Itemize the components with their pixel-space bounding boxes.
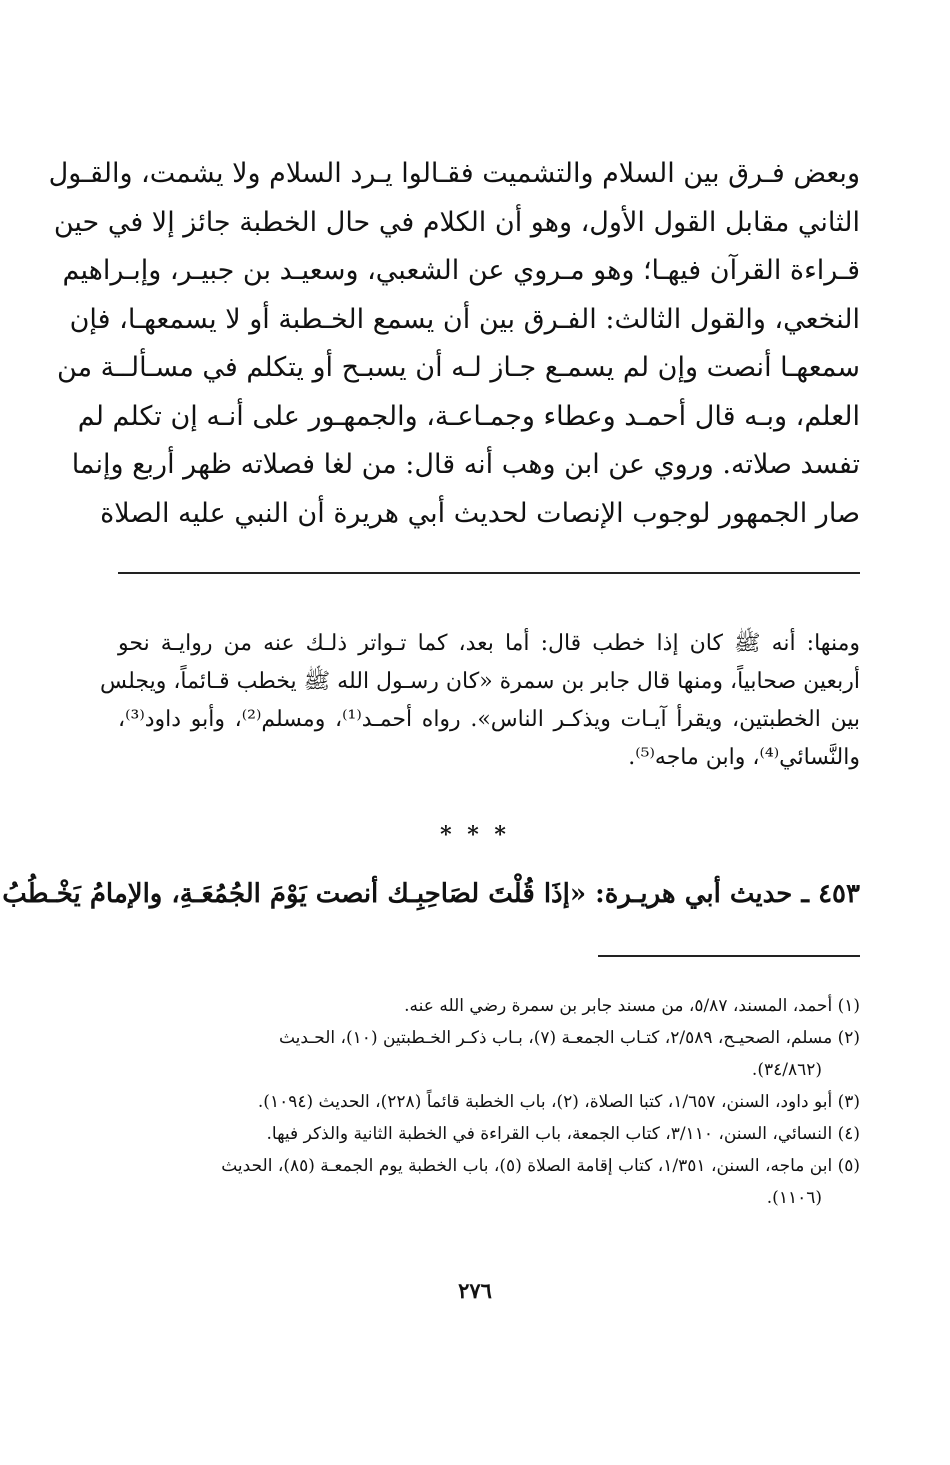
main-text-line: الثاني مقابل القول الأول، وهو أن الكلام في حال الخطبة جائز إلا في حين (53, 206, 860, 238)
commentary-block (100, 625, 861, 777)
main-text-line: صار الجمهور لوجوب الإنصات لحديث أبي هريرة أن النبي عليه الصلاة (100, 497, 860, 529)
section-separator: * * * (440, 822, 510, 848)
main-text-line: تفسد صلاته. وروي عن ابن وهب أنه قال: من لغا فصلاته ظهر أربع وإنما (71, 449, 860, 480)
hadith-heading: ٤٥٣ ـ حديث أبي هريـرة: «إذَا قُلْتَ لصَاحِبِـك أنصت يَوْمَ الجُمُعَـةِ، والإمامُ يَخْـطُبُ (2, 879, 860, 909)
footnote-continuation: (١١٠٦). (766, 1188, 822, 1208)
footnote (118, 1022, 860, 1086)
main-text-line: النخعي، والقول الثالث: الفـرق بين أن يسمع الخـطبة أو لا يسمعهـا، فإن (69, 303, 860, 335)
footnote-text: (٥) ابن ماجه، السنن، ١/٣٥١، كتاب إقامة الصلاة (٥)، باب الخطبة يوم الجمعـة (٨٥)، الحديث (221, 1156, 860, 1176)
footnote-text: (٢) مسلم، الصحيـح، ٢/٥٨٩، كتـاب الجمعـة (٧)، بـاب ذكـر الخـطبتين (١٠)، الحـديث (278, 1028, 860, 1048)
footnote (118, 990, 860, 1022)
footnote-text: (١) أحمد، المسند، ٥/٨٧، من مسند جابر بن سمرة رضي الله عنه. (404, 996, 860, 1016)
footnotes-block (118, 990, 860, 1214)
page-number: ٢٧٦ (458, 1278, 492, 1303)
main-text-line: قـراءة القرآن فيهـا؛ وهو مـروي عن الشعبي، وسعيـد بن جبيـر، وإبـراهيم (62, 255, 860, 286)
footnote (118, 1150, 860, 1214)
footnote-text: (٤) النسائي، السنن، ٣/١١٠، كتاب الجمعة، باب القراءة في الخطبة الثانية والذكر فيها. (266, 1124, 860, 1144)
footnote (118, 1086, 860, 1118)
footnote (118, 1118, 860, 1150)
commentary-line: أربعين صحابياً، ومنها قال جابر بن سمرة «كان رسـول الله ﷺ يخطب قـائماً، ويجلس (100, 669, 860, 694)
main-text-block (48, 150, 860, 538)
main-text-line: سمعهـا أنصت وإن لم يسمـع جـاز لـه أن يسبـح أو يتكلم في مسـألــة من (57, 352, 860, 383)
commentary-line: ومنها: أنه ﷺ كان إذا خطب قال: أما بعد، كما تـواتر ذلـك عنه من روايـة نحو (118, 631, 860, 656)
main-text-line: وبعض فـرق بين السلام والتشميت فقـالوا يـرد السلام ولا يشمت، والقـول (48, 158, 860, 189)
footnote-divider (598, 955, 860, 957)
commentary-line: والنَّسائي⁽⁴⁾، وابن ماجه⁽⁵⁾. (628, 745, 860, 770)
footnote-text: (٣) أبو داود، السنن، ١/٦٥٧، كتبا الصلاة، (٢)، باب الخطبة قائماً (٢٢٨)، الحديث (١٠٩٤). (257, 1092, 860, 1112)
main-text-line: العلم، وبـه قال أحمـد وعطاء وجمـاعـة، والجمهـور على أنـه إن تكلم لم (77, 400, 860, 432)
commentary-divider (118, 572, 860, 574)
commentary-line: بين الخطبتين، ويقرأ آيـات ويذكـر الناس». رواه أحمـد⁽¹⁾، ومسلم⁽²⁾، وأبو داود⁽³⁾، (118, 707, 861, 732)
footnote-continuation: (٣٤/٨٦٢). (751, 1060, 822, 1080)
